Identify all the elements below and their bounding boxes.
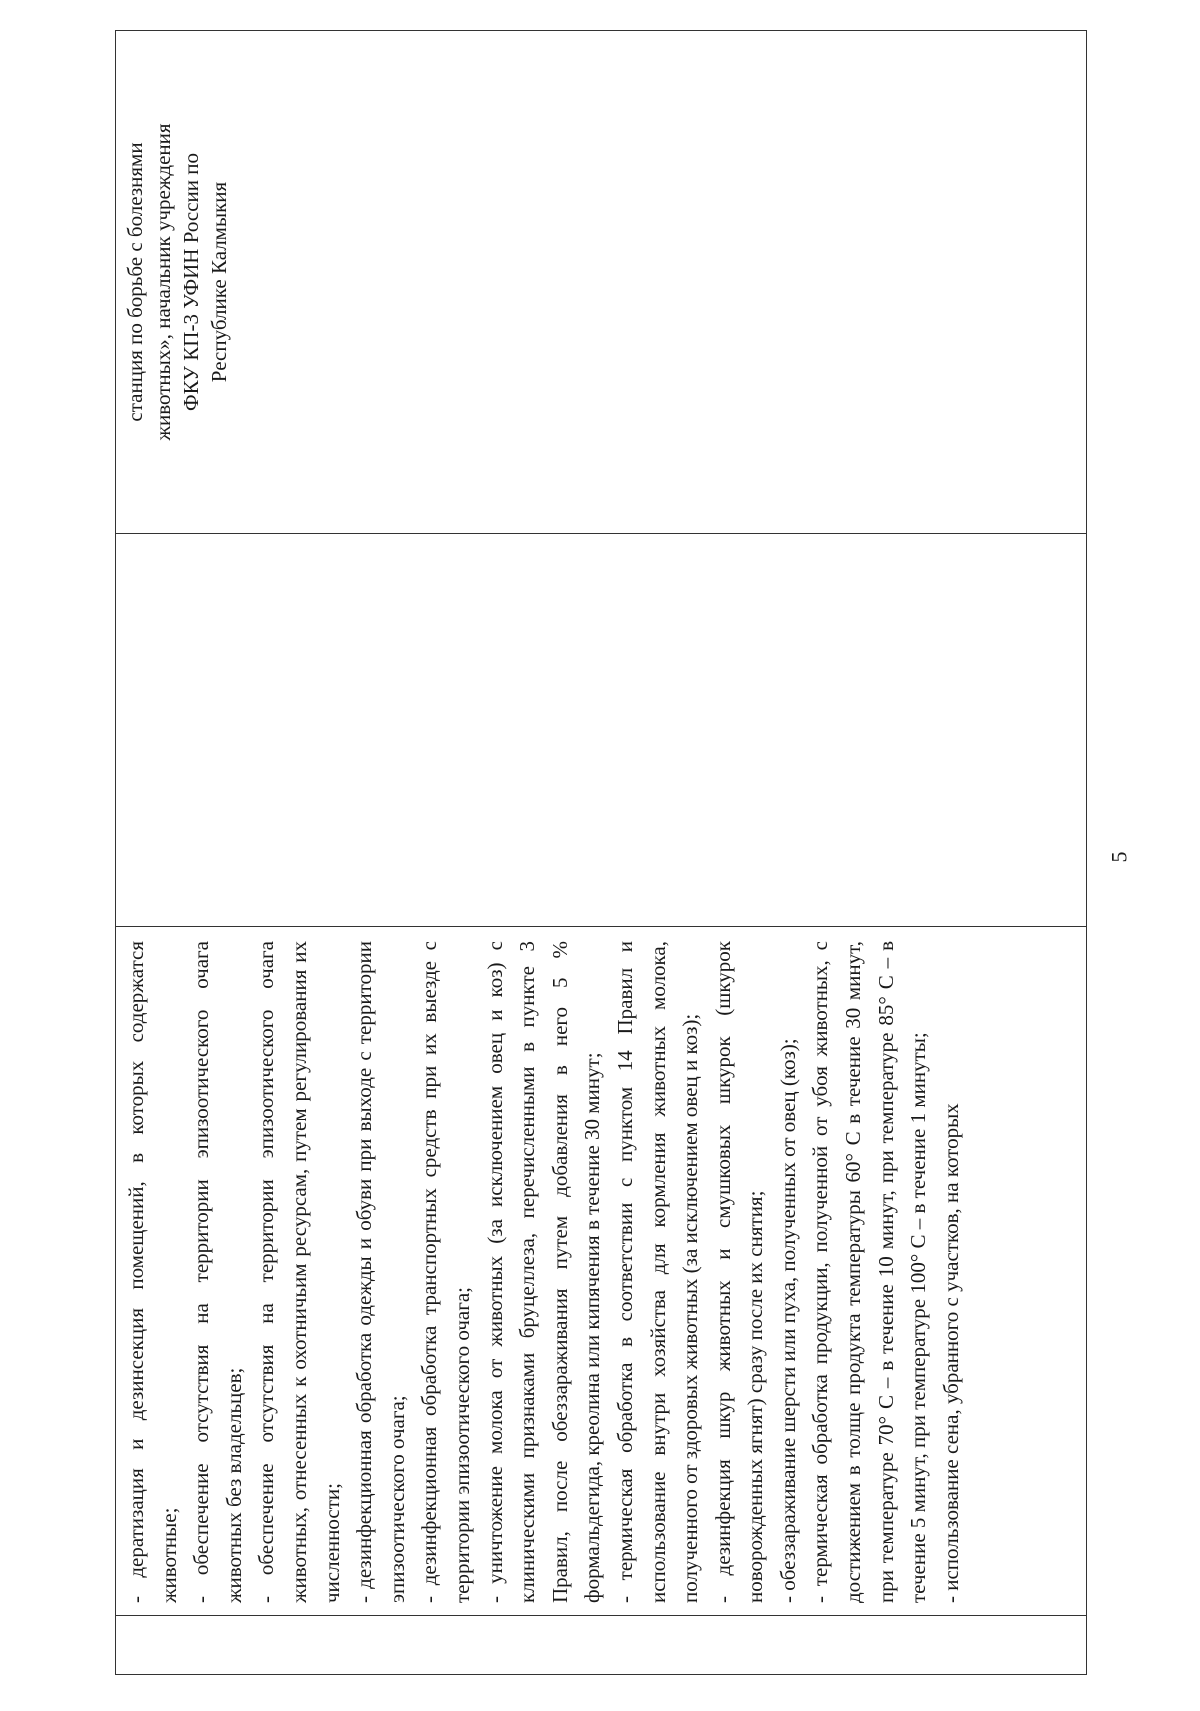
measure-item: - дезинфекционная обработка транспортных средств при их выезде с территории эпизоотического очага;: [417, 941, 474, 1603]
measures-list: [116, 927, 1086, 1615]
responsible-cell: [116, 31, 1087, 534]
responsible-line: Республике Калмыкия: [207, 181, 231, 383]
measures-cell: [116, 927, 1087, 1616]
measure-item: - термическая обработка в соответствии с пунктом 14 Правил и использование внутри хозяйства для кормления животных молока, полученного от здоровых животных (за исключением овец и коз);: [612, 941, 703, 1603]
table-row: [116, 31, 1087, 1675]
measure-item: - дезинфекционная обработка одежды и обуви при выходе с территории эпизоотического очага;: [352, 941, 409, 1603]
measure-item: - уничтожение молока от животных (за исключением овец и коз) с клиническими признаками бруцеллеза, перечисленными в пункте 3 Правил, после обеззараживания путем добавления в него 5 % формальдегида, креолина или кипячения в течение 30 минут;: [482, 941, 605, 1603]
responsible-line: станция по борьбе с болезнями: [123, 142, 147, 422]
measure-item: - термическая обработка продукции, полученной от убоя животных, с достижением в толще продукта температуры 60° С в течение 30 минут, при температуре 70° С – в течение 10 минут, при температуре 85° С – в течение 5 минут, при температуре 100° С – в течение 1 минуты;: [808, 941, 931, 1603]
measure-item: - обеспечение отсутствия на территории эпизоотического очага животных без владельцев;: [189, 941, 246, 1603]
measure-item: - обеспечение отсутствия на территории эпизоотического очага животных, отнесенных к охотничьим ресурсам, путем регулирования их численности;: [254, 941, 344, 1603]
responsible-line: ФКУ КП-3 УФИН России по: [179, 153, 203, 411]
measure-item: - дератизация и дезинсекция помещений, в которых содержатся животные;: [124, 941, 181, 1603]
measure-item: - использование сена, убранного с участков, на которых: [938, 1103, 963, 1603]
responsible-line: животных», начальник учреждения: [151, 123, 175, 441]
measure-item: - дезинфекция шкур животных и смушковых шкурок (шкурок новорожденных ягнят) сразу после их снятия;: [710, 941, 768, 1603]
page-number: 5: [1106, 851, 1132, 863]
measures-table: [115, 30, 1087, 1675]
terms-cell: [116, 534, 1087, 927]
rotated-table-wrapper: [115, 35, 1085, 1675]
responsible-text: [116, 31, 233, 533]
row-number-cell: [116, 1616, 1087, 1675]
measure-item: - обеззараживание шерсти или пуха, полученных от овец (коз);: [775, 1038, 800, 1603]
